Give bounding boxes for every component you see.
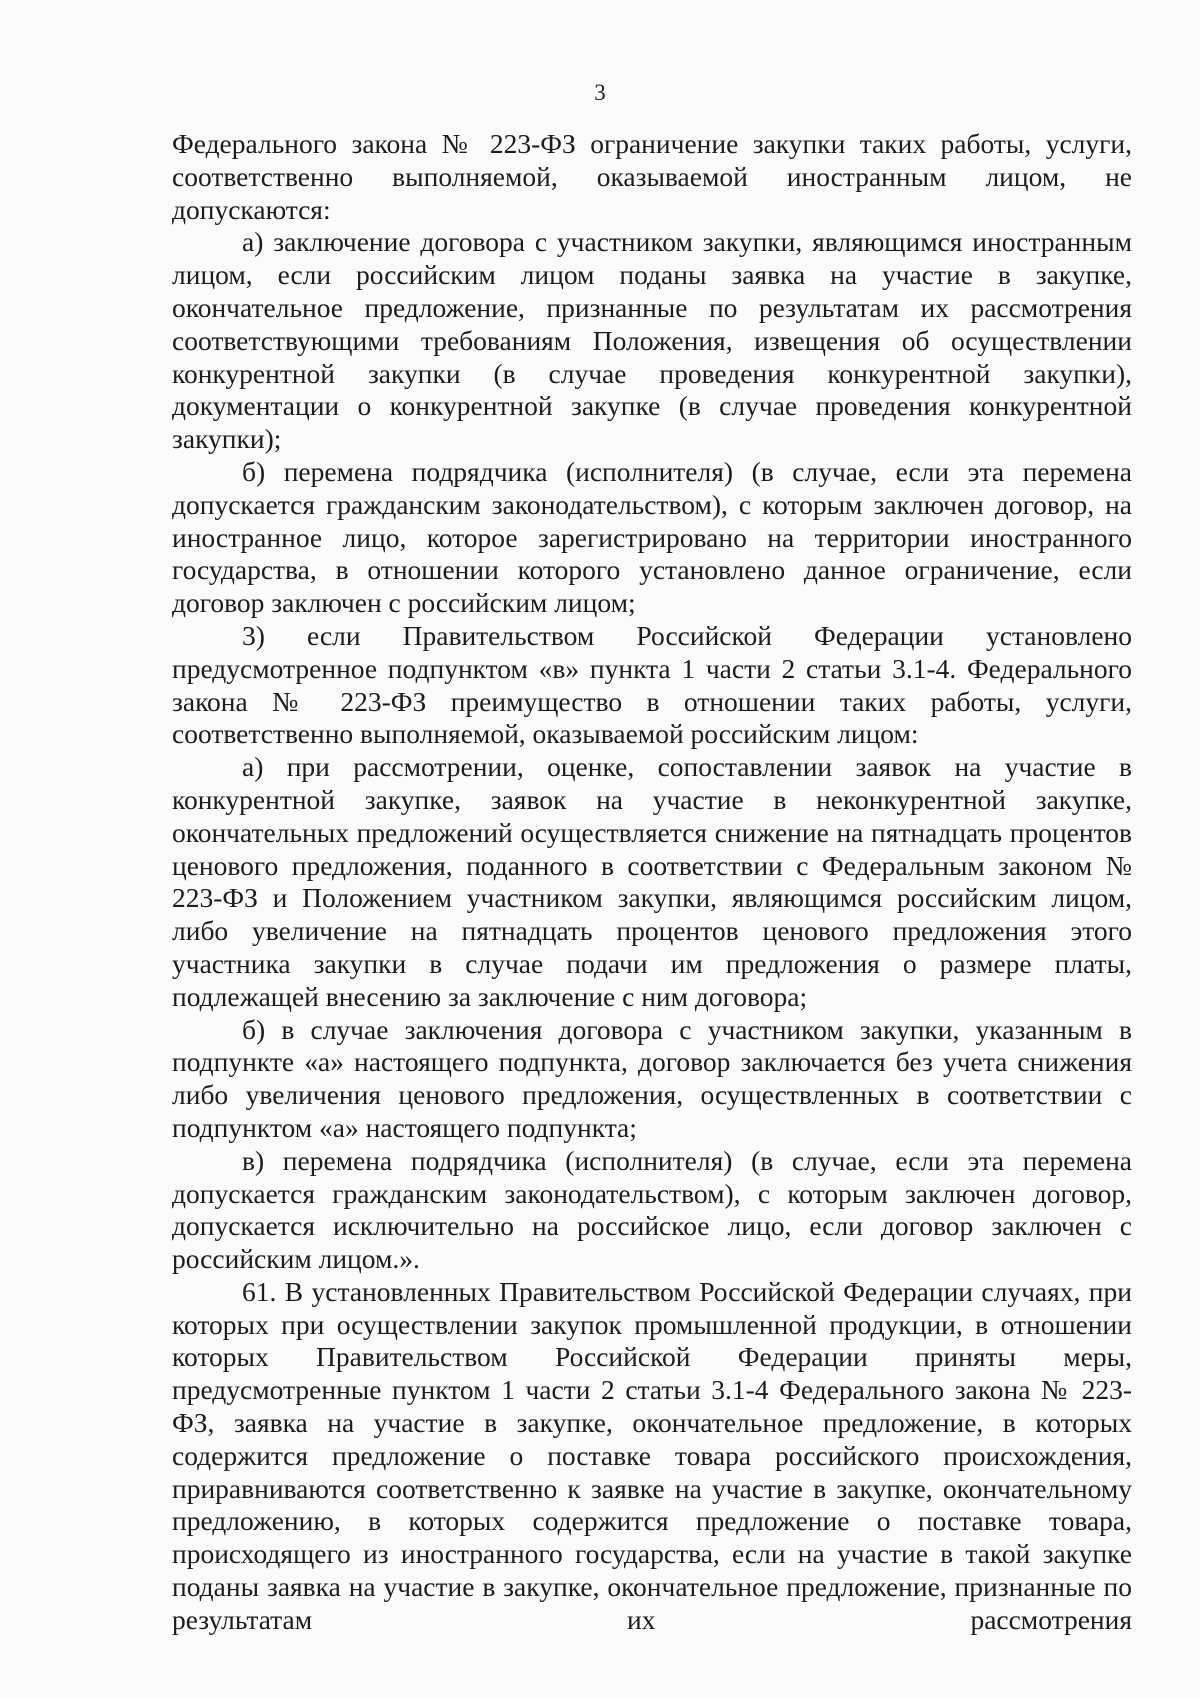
paragraph-61: 61. В установленных Правительством Российской Федерации случаях, при которых при осуществлении закупок промышленной продукции, в отношении которых Правительством Российской Федерации приняты меры, предусмотренные пунктом 1 части 2 статьи 3.1-4 Федерального закона № 223-ФЗ, заявка на участие в закупке, окончательное предложение, в которых содержится предложение о поставке товара российского происхождения, приравниваются соответственно к заявке на участие в закупке, окончательному предложению, в которых содержится предложение о поставке товара, происходящего из иностранного государства, если на участие в такой закупке поданы заявка на участие в закупке, окончательное предложение, признанные по результатам их рассмотрения [172, 1275, 1132, 1635]
document-body [172, 128, 1132, 1637]
paragraph-2b: б) перемена подрядчика (исполнителя) (в случае, если эта перемена допускается гражданским законодательством), с которым заключен договор, на иностранное лицо, которое зарегистрировано на территории иностранного государства, в отношении которого установлено данное ограничение, если договор заключен с российским лицом; [172, 455, 1132, 619]
paragraph-3v: в) перемена подрядчика (исполнителя) (в случае, если эта перемена допускается гражданским законодательством), с которым заключен договор, допускается исключительно на российское лицо, если договор заключен с российским лицом.». [172, 1144, 1132, 1275]
paragraph-3: 3) если Правительством Российской Федерации установлено предусмотренное подпунктом «в» пункта 1 части 2 статьи 3.1-4. Федерального закона № 223-ФЗ преимущество в отношении таких работы, услуги, соответственно выполняемой, оказываемой российским лицом: [172, 619, 1132, 750]
paragraph-3b: б) в случае заключения договора с участником закупки, указанным в подпункте «а» настоящего подпункта, договор заключается без учета снижения либо увеличения ценового предложения, осуществленных в соответствии с подпунктом «а» настоящего подпункта; [172, 1013, 1132, 1143]
page-number: 3 [594, 80, 606, 105]
paragraph-3a: а) при рассмотрении, оценке, сопоставлении заявок на участие в конкурентной закупке, заявок на участие в неконкурентной закупке, окончательных предложений осуществляется снижение на пятнадцать процентов ценового предложения, поданного в соответствии с Федеральным законом № 223-ФЗ и Положением участником закупки, являющимся российским лицом, либо увеличение на пятнадцать процентов ценового предложения этого участника закупки в случае подачи им предложения о размере платы, подлежащей внесению за заключение с ним договора; [172, 751, 1132, 1012]
paragraph-continuation: Федерального закона № 223-ФЗ ограничение закупки таких работы, услуги, соответственно выполняемой, оказываемой иностранным лицом, не допускаются: [172, 128, 1132, 225]
paragraph-2a: а) заключение договора с участником закупки, являющимся иностранным лицом, если российским лицом поданы заявка на участие в закупке, окончательное предложение, признанные по результатам их рассмотрения соответствующими требованиям Положения, извещения об осуществлении конкурентной закупки (в случае проведения конкурентной закупки), документации о конкурентной закупке (в случае проведения конкурентной закупки); [172, 226, 1132, 455]
